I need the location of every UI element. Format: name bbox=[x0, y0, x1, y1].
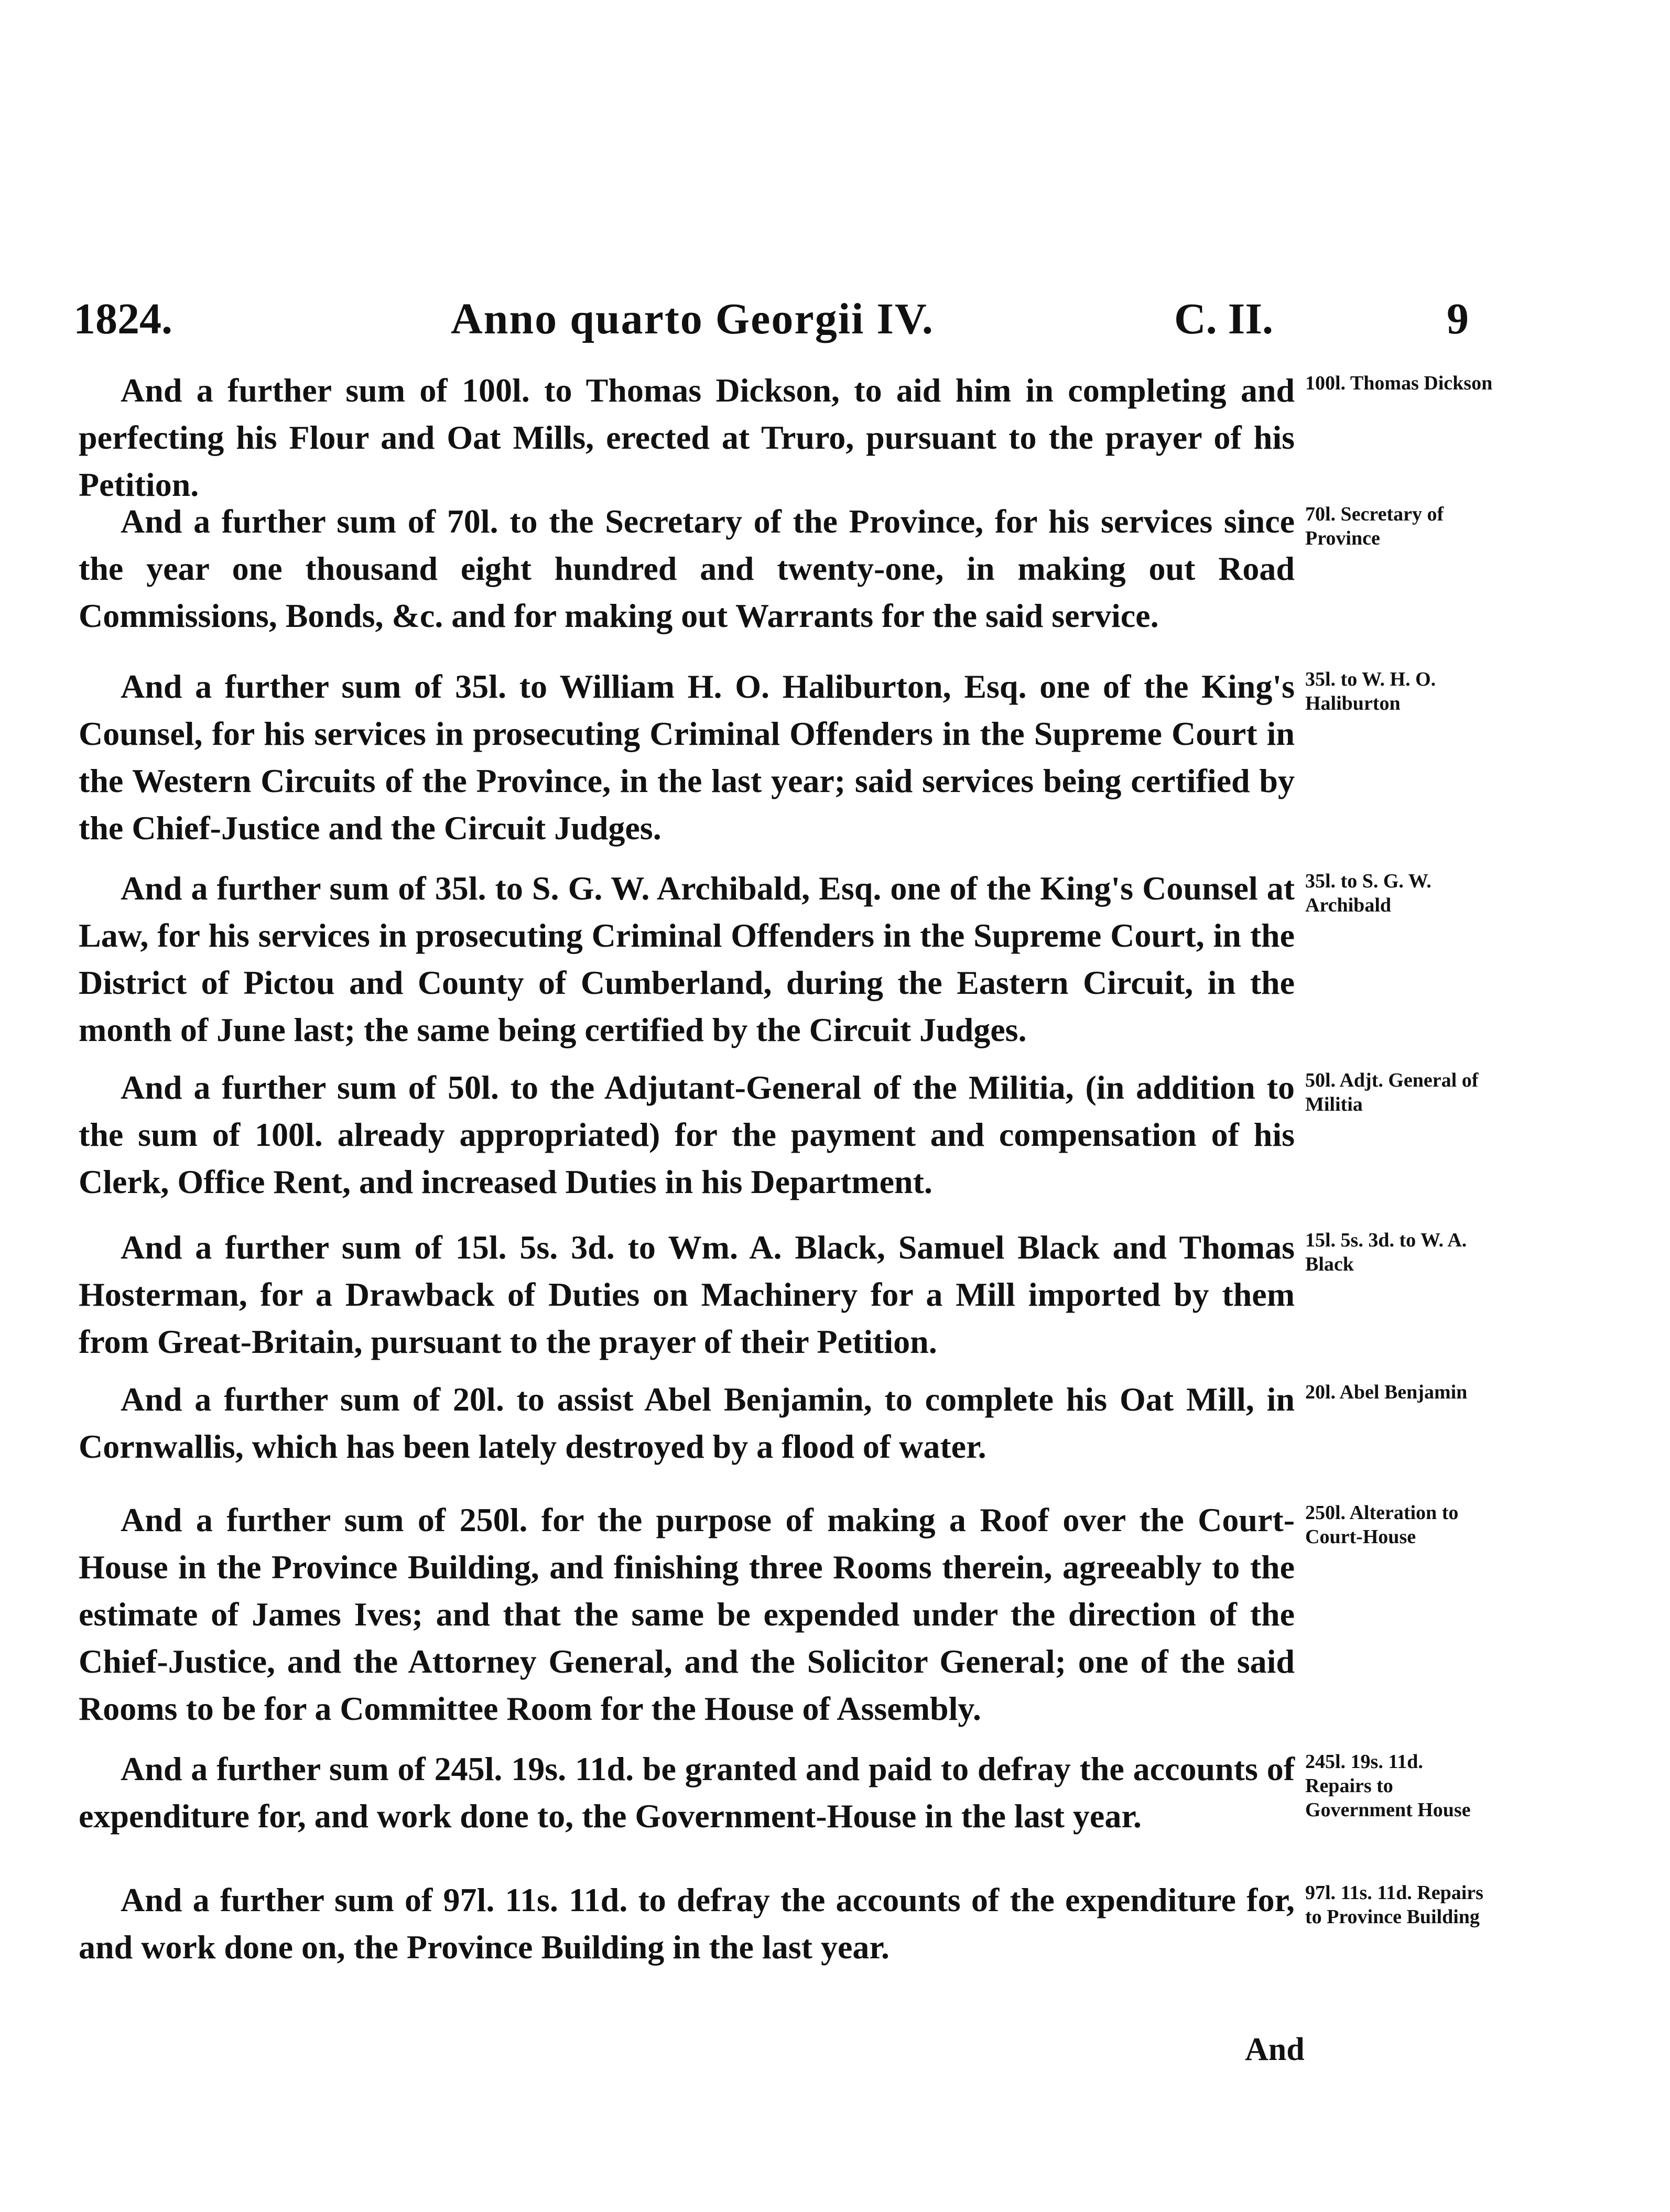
entry-text: And a further sum of 50l. to the Adjutant-General of the Militia, (in addition to the sum of 100l. already appropriated) for the payment and compensation of his Clerk, Office Rent, and increased Duties in his Department. bbox=[79, 1069, 1295, 1200]
page-number: 9 bbox=[1447, 295, 1469, 343]
entry-text: And a further sum of 20l. to assist Abel Benjamin, to complete his Oat Mill, in Cornwallis, which has been lately destroyed by a flood of water. bbox=[79, 1381, 1295, 1465]
entry-text: And a further sum of 70l. to the Secretary of the Province, for his services since the year one thousand eight hundred and twenty-one, in making out Road Commissions, Bonds, &c. and for making out Warrants for the said service. bbox=[79, 503, 1295, 634]
entry-text: And a further sum of 250l. for the purpose of making a Roof over the Court-House in the Province Building, and finishing three Rooms therein, agreeably to the estimate of James Ives; and that the same be expended under the direction of the Chief-Justice, and the Attorney General, and the Solicitor General; one of the said Rooms to be for a Committee Room for the House of Assembly. bbox=[79, 1501, 1295, 1727]
entry-text: And a further sum of 97l. 11s. 11d. to defray the accounts of the expenditure for, and work done on, the Province Building in the last year. bbox=[79, 1881, 1295, 1966]
margin-note: 35l. to W. H. O. Haliburton bbox=[1305, 668, 1436, 714]
margin-note: 35l. to S. G. W. Archibald bbox=[1305, 870, 1432, 916]
entry-text: And a further sum of 100l. to Thomas Dickson, to aid him in completing and perfecting his Flour and Oat Mills, erected at Truro, pursuant to the prayer of his Petition. bbox=[79, 372, 1295, 503]
entry-text: And a further sum of 35l. to S. G. W. Archibald, Esq. one of the King's Counsel at Law, for his services in prosecuting Criminal Offenders in the Supreme Court, in the District of Pictou and County of Cumberland, during the Eastern Circuit, in the month of June last; the same being certified by the Circuit Judges. bbox=[79, 870, 1295, 1048]
margin-note: 50l. Adjt. General of Militia bbox=[1305, 1069, 1479, 1115]
catchword: And bbox=[1245, 2032, 1305, 2067]
margin-note: 15l. 5s. 3d. to W. A. Black bbox=[1305, 1229, 1467, 1275]
entry-text: And a further sum of 15l. 5s. 3d. to Wm. A. Black, Samuel Black and Thomas Hosterman, for a Drawback of Duties on Machinery for a Mill imported by them from Great-Britain, pursuant to the prayer of their Petition. bbox=[79, 1229, 1295, 1360]
header-chapter: C. II. bbox=[1174, 295, 1274, 343]
header-title: Anno quarto Georgii IV. bbox=[451, 295, 934, 343]
header-year: 1824. bbox=[73, 295, 172, 343]
entry-text: And a further sum of 35l. to William H. O. Haliburton, Esq. one of the King's Counsel, for his services in prosecuting Criminal Offenders in the Supreme Court in the Western Circuits of the Province, in the last year; said services being certified by the Chief-Justice and the Circuit Judges. bbox=[79, 668, 1295, 847]
margin-note: 70l. Secretary of Province bbox=[1305, 503, 1444, 549]
margin-note: 97l. 11s. 11d. Repairs to Province Building bbox=[1305, 1882, 1483, 1928]
margin-note: 245l. 19s. 11d. Repairs to Government House bbox=[1305, 1751, 1471, 1821]
margin-note: 250l. Alteration to Court-House bbox=[1305, 1502, 1459, 1548]
margin-note: 100l. Thomas Dickson bbox=[1305, 372, 1493, 394]
margin-note: 20l. Abel Benjamin bbox=[1305, 1381, 1468, 1403]
entry-text: And a further sum of 245l. 19s. 11d. be granted and paid to defray the accounts of expenditure for, and work done to, the Government-House in the last year. bbox=[79, 1750, 1295, 1835]
running-header bbox=[73, 294, 1499, 351]
